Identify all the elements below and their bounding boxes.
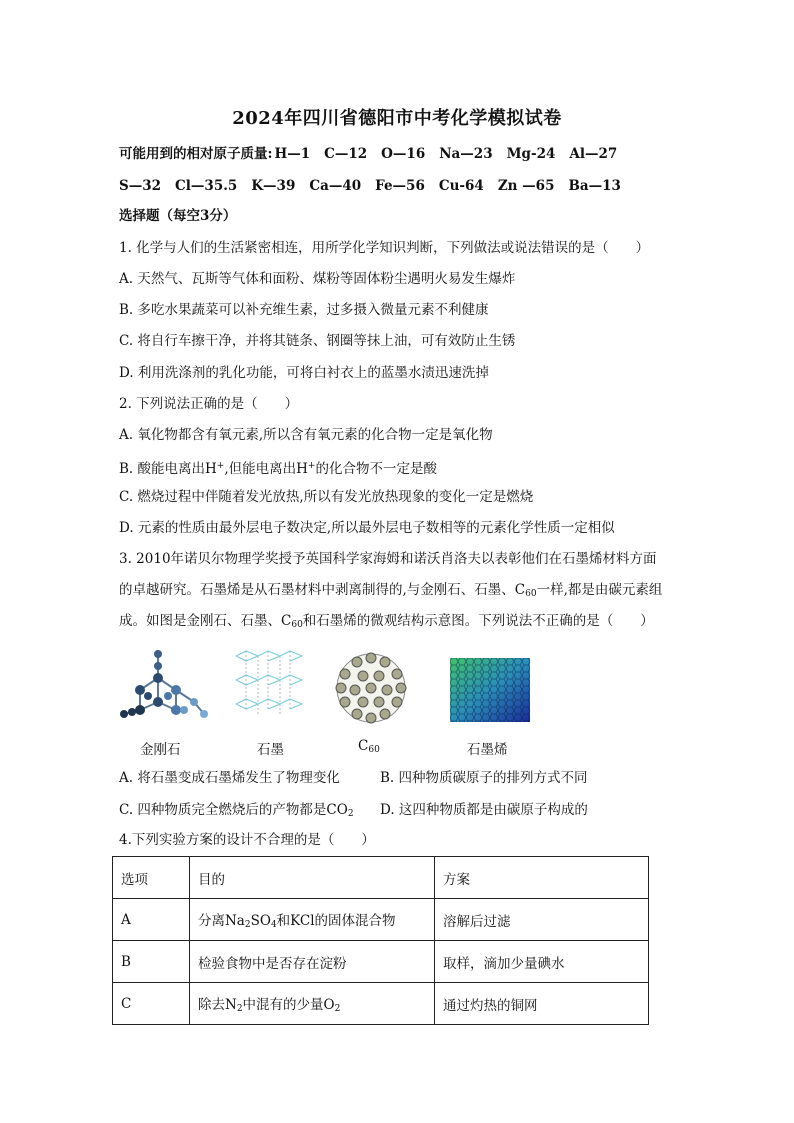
caption-diamond: 金刚石 — [140, 742, 181, 758]
q3-stem-line2 — [119, 580, 662, 604]
goal-text: 中混有的少量O — [242, 997, 335, 1013]
q1-option-d: D. 利用洗涤剂的乳化功能，可将白衬衣上的蓝墨水渍迅速洗掉 — [119, 365, 489, 381]
row-plan: 取样，滴加少量碘水 — [435, 941, 649, 983]
atomic-mass-row-1 — [119, 144, 631, 164]
table-row — [113, 983, 649, 1025]
atomic-mass-item: O—16 — [381, 146, 426, 162]
q2-b-text: B. 酸能电离出H — [119, 461, 217, 477]
q2-b-text: ,但能电离出H — [224, 461, 308, 477]
q2-option-b — [119, 456, 437, 479]
goal-text: 和KCl的固体混合物 — [276, 913, 396, 929]
row-goal — [190, 899, 435, 941]
goal-text: 除去N — [198, 997, 237, 1013]
header-plan: 方案 — [435, 857, 649, 899]
row-option: C — [113, 983, 190, 1025]
atomic-mass-item: Fe—56 — [375, 178, 425, 194]
q3-c-text: C. 四种物质完全燃烧后的产物都是CO — [119, 802, 348, 818]
header-option: 选项 — [113, 857, 190, 899]
subscript: 60 — [291, 620, 303, 630]
c60-structure-figure — [333, 650, 409, 726]
atomic-mass-item: H—1 — [274, 146, 311, 162]
q1-option-c: C. 将自行车擦干净，并将其链条、钢圈等抹上油，可有效防止生锈 — [119, 333, 516, 349]
subscript: 2 — [334, 1004, 341, 1014]
goal-text: SO — [250, 913, 271, 929]
table-header-row — [113, 857, 649, 899]
subscript: 2 — [244, 920, 251, 930]
row-plan: 通过灼热的铜网 — [435, 983, 649, 1025]
q3-text: 成。如图是金刚石、石墨、C — [119, 613, 292, 629]
atomic-mass-item: Ba—13 — [568, 178, 621, 194]
q2-b-text: 的化合物不一定是酸 — [315, 461, 437, 477]
atomic-mass-item: Cu-64 — [438, 178, 484, 194]
subscript: 60 — [368, 745, 380, 755]
q4-stem: 4.下列实验方案的设计不合理的是（ ） — [119, 832, 375, 848]
row-goal — [190, 983, 435, 1025]
goal-text: 分离Na — [198, 913, 245, 929]
graphene-structure-figure — [450, 658, 530, 722]
table-row — [113, 899, 649, 941]
q2-option-c: C. 燃烧过程中伴随着发光放热,所以有发光放热现象的变化一定是燃烧 — [119, 489, 534, 505]
caption-graphite: 石墨 — [257, 742, 284, 758]
atomic-mass-item: Al—27 — [569, 146, 618, 162]
q3-option-a: A. 将石墨变成石墨烯发生了物理变化 — [119, 770, 340, 786]
row-plan: 溶解后过滤 — [435, 899, 649, 941]
atomic-mass-item: C—12 — [324, 146, 368, 162]
charge-superscript: + — [216, 461, 225, 471]
diamond-structure-figure — [118, 648, 210, 720]
subscript: 4 — [270, 920, 277, 930]
atomic-mass-item: K—39 — [251, 178, 296, 194]
q3-text: 的卓越研究。石墨烯是从石墨材料中剥离制得的,与金刚石、石墨、C — [119, 582, 526, 598]
atomic-mass-item: Na—23 — [439, 146, 493, 162]
table-row — [113, 941, 649, 983]
q3-option-b: B. 四种物质碳原子的排列方式不同 — [380, 770, 588, 786]
caption-c60-text: C — [358, 738, 369, 754]
q1-option-b: B. 多吃水果蔬菜可以补充维生素，过多摄入微量元素不利健康 — [119, 302, 489, 318]
q2-option-d: D. 元素的性质由最外层电子数决定,所以最外层电子数相等的元素化学性质一定相似 — [119, 520, 615, 536]
atomic-mass-item: Mg-24 — [506, 146, 556, 162]
section-title: 选择题（每空3分） — [119, 208, 237, 224]
caption-graphene: 石墨烯 — [467, 742, 508, 758]
q3-text: 和石墨烯的微观结构示意图。下列说法不正确的是（ ） — [302, 613, 654, 629]
subscript: 2 — [236, 1004, 243, 1014]
row-option: B — [113, 941, 190, 983]
q3-option-d: D. 这四种物质都是由碳原子构成的 — [380, 802, 588, 818]
q3-stem-line3 — [119, 611, 654, 635]
q1-stem: 1. 化学与人们的生活紧密相连，用所学化学知识判断，下列做法或说法错误的是（ ） — [119, 240, 650, 256]
page-title: 2024年四川省德阳市中考化学模拟试卷 — [232, 108, 562, 129]
header-goal: 目的 — [190, 857, 435, 899]
atomic-mass-row-2 — [119, 176, 635, 196]
graphite-structure-figure — [230, 648, 310, 722]
atomic-mass-item: Zn —65 — [497, 178, 555, 194]
atomic-mass-label: 可能用到的相对原子质量: — [119, 146, 273, 162]
q3-text: 一样,都是由碳元素组 — [536, 582, 663, 598]
atomic-mass-item: S—32 — [119, 178, 162, 194]
q4-options-table — [112, 856, 649, 1025]
caption-c60 — [358, 738, 380, 755]
charge-superscript: + — [307, 461, 316, 471]
row-option: A — [113, 899, 190, 941]
subscript: 60 — [525, 589, 537, 599]
atomic-mass-item: Ca—40 — [309, 178, 362, 194]
row-goal: 检验食物中是否存在淀粉 — [190, 941, 435, 983]
q1-option-a: A. 天然气、瓦斯等气体和面粉、煤粉等固体粉尘遇明火易发生爆炸 — [119, 271, 516, 287]
q2-stem: 2. 下列说法正确的是（ ） — [119, 396, 299, 412]
atomic-mass-item: Cl—35.5 — [175, 178, 238, 194]
q3-option-c — [119, 800, 354, 824]
subscript: 2 — [347, 809, 354, 819]
q3-stem-line1: 3. 2010年诺贝尔物理学奖授予英国科学家海姆和诺沃肖洛夫以表彰他们在石墨烯材料方面 — [119, 551, 657, 567]
q2-option-a: A. 氧化物都含有氧元素,所以含有氧元素的化合物一定是氧化物 — [119, 427, 493, 443]
